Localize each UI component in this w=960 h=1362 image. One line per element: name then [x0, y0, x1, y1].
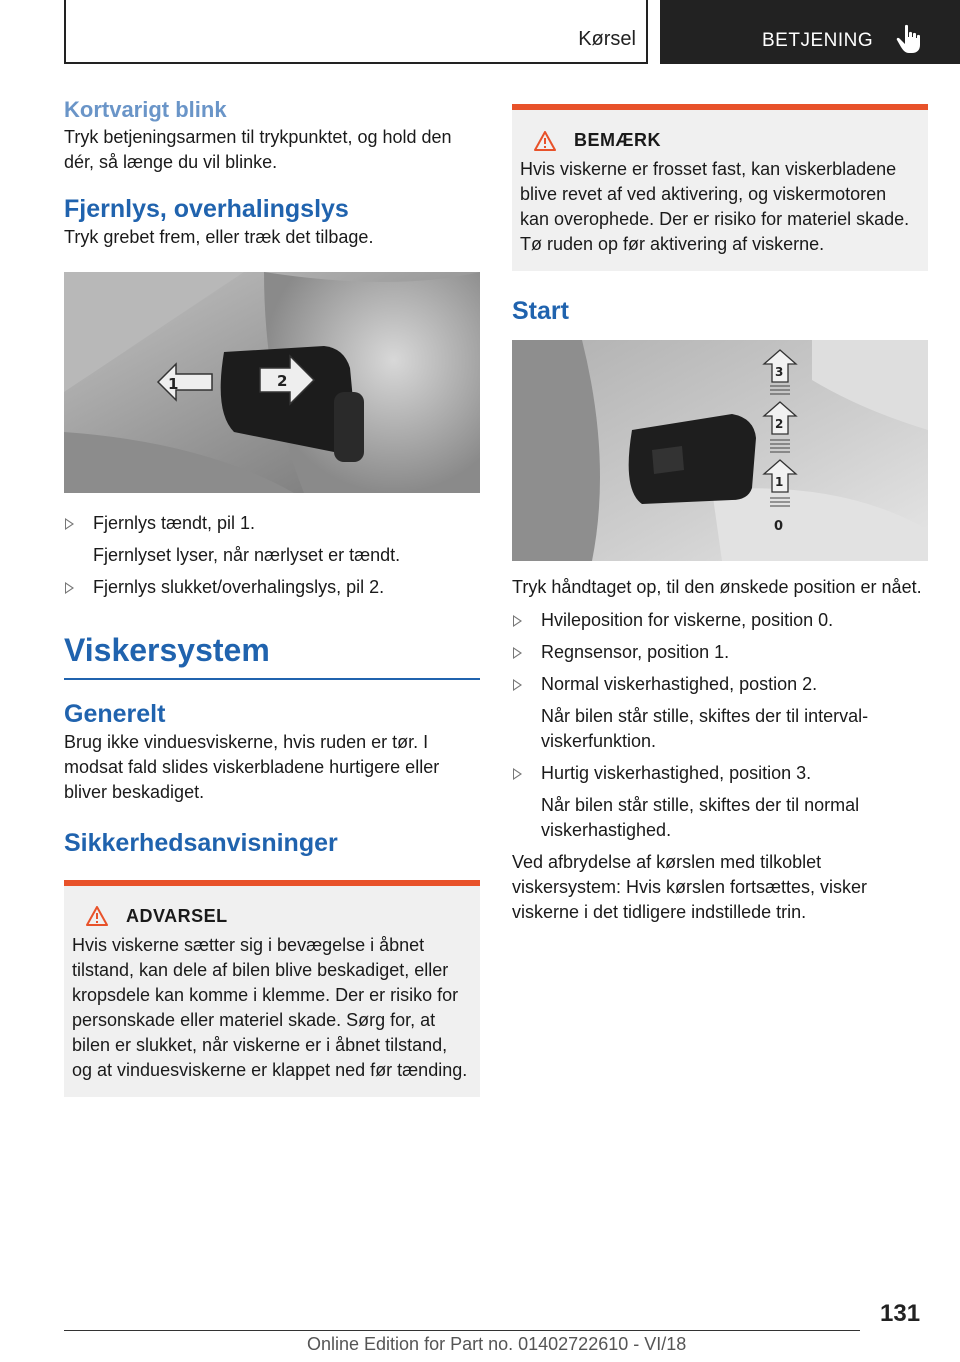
chapter-heading-viskersystem: Viskersystem	[64, 630, 480, 680]
kortvarigt-text: Tryk betjeningsarmen til trykpunktet, og hold den dér, så længe du vil blinke.	[64, 126, 452, 172]
stalk-image-fjernlys	[64, 272, 480, 493]
triangle-bullet-icon	[513, 615, 522, 627]
triangle-bullet-icon	[513, 768, 522, 780]
list-item: Hvileposition for viskerne, position 0.	[512, 608, 928, 633]
start-list	[512, 608, 928, 843]
header-section-box	[64, 0, 648, 64]
image2-label-3: 3	[775, 364, 784, 379]
warning-triangle-icon	[86, 906, 108, 926]
triangle-bullet-icon	[65, 518, 74, 530]
fjernlys-text: Tryk grebet frem, eller træk det tilbage.	[64, 227, 374, 248]
page-number: 131	[880, 1300, 921, 1327]
left-column	[64, 96, 480, 1097]
list-item: Fjernlys tændt, pil 1. Fjernlyset lyser, når nærlyset er tændt.	[64, 511, 480, 568]
image2-label-2: 2	[775, 416, 784, 431]
list-item: Regnsensor, position 1.	[512, 640, 928, 665]
note-header	[520, 130, 920, 151]
warning-header	[72, 906, 472, 927]
image2-label-1: 1	[775, 474, 784, 489]
note-text: Hvis viskerne er frosset fast, kan viskerbladene blive revet af ved aktivering, og viskermotoren kan overophede. Der er risiko for materiel skade. Tø ruden op før aktivering af viskerne.	[520, 159, 910, 254]
generelt-text: Brug ikke vinduesviskerne, hvis ruden er tør. I modsat fald slides viskerbladene hurtigere eller bliver beskadiget.	[64, 732, 440, 803]
triangle-bullet-icon	[513, 679, 522, 691]
warning-triangle-icon	[534, 131, 556, 151]
triangle-bullet-icon	[513, 647, 522, 659]
header-chapter-title: BETJENING	[762, 30, 874, 51]
generelt-heading: Generelt	[64, 699, 166, 728]
sikkerhed-heading: Sikkerhedsanvisninger	[64, 829, 338, 858]
image2-label-0: 0	[774, 518, 784, 534]
warning-text: Hvis viskerne sætter sig i bevægelse i åbnet tilstand, kan dele af bilen blive beskadiget, eller kropsdele kan komme i klemme. Der er risiko for personskade eller materiel skade. Sørg for, at bilen er slukket, når viskerne er i åbnet tilstand, og at vinduesviskerne er klappet ned før tænding.	[72, 934, 468, 1080]
note-box	[512, 104, 928, 271]
triangle-bullet-icon	[65, 582, 74, 594]
list-item: Fjernlys slukket/overhalingslys, pil 2.	[64, 575, 480, 600]
footer-edition: Online Edition for Part no. 01402722610 - VI/18	[307, 1334, 687, 1354]
header-chapter-box	[660, 0, 960, 64]
hand-pointer-icon	[896, 24, 922, 54]
fjernlys-heading: Fjernlys, overhalingslys	[64, 194, 349, 223]
end-text: Ved afbrydelse af kørslen med tilkoblet viskersystem: Hvis kørslen fortsættes, visker viskerne i det tidligere indstillede trin.	[512, 851, 868, 922]
header-section-title: Kørsel	[578, 28, 636, 50]
warning-box	[64, 880, 480, 1097]
list-item: Hurtig viskerhastighed, position 3. Når bilen står stille, skiftes der til normal viskerhastighed.	[512, 761, 928, 843]
start-text: Tryk håndtaget op, til den ønskede position er nået.	[512, 576, 922, 597]
note-label: BEMÆRK	[574, 130, 661, 150]
fjernlys-list	[64, 511, 480, 600]
stalk-image-start	[512, 340, 928, 561]
kortvarigt-heading: Kortvarigt blink	[64, 97, 227, 122]
right-column	[512, 104, 928, 925]
start-heading: Start	[512, 297, 569, 325]
image1-label-2: 2	[277, 372, 288, 391]
image1-label-1: 1	[168, 375, 179, 394]
list-item: Normal viskerhastighed, postion 2. Når bilen står stille, skiftes der til interval-viskerfunktion.	[512, 672, 928, 754]
footer-divider	[64, 1330, 860, 1331]
warning-label: ADVARSEL	[126, 905, 228, 926]
